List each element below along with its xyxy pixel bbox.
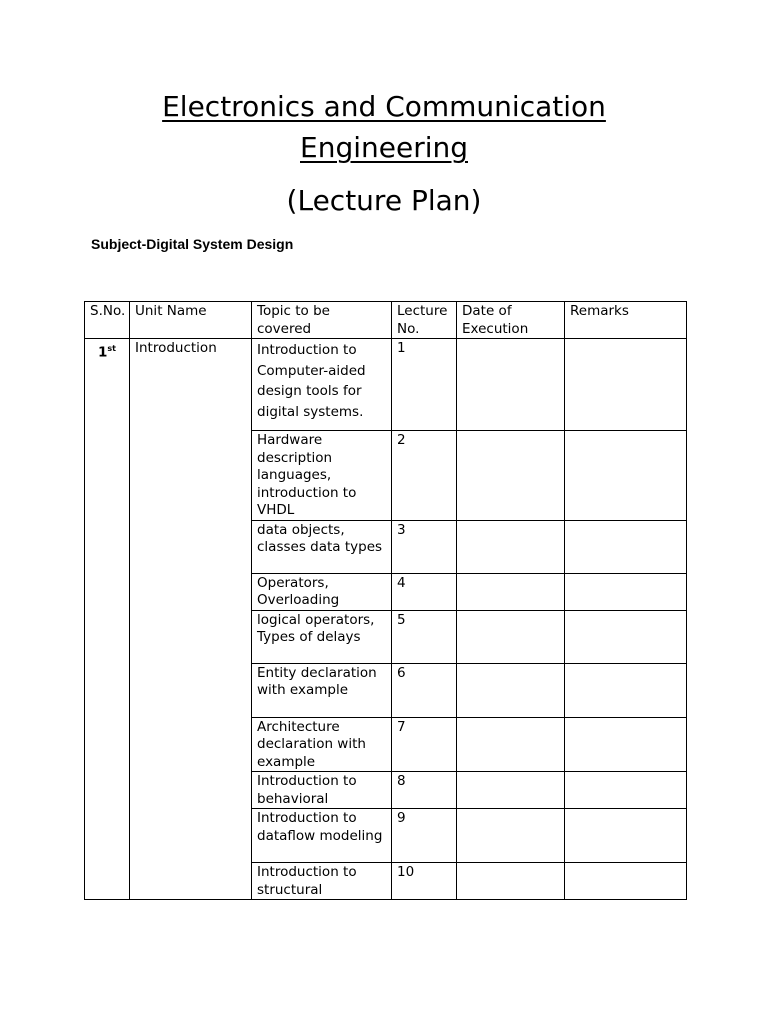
lecture-no-cell: 8 — [392, 772, 457, 809]
lecture-no-cell: 4 — [392, 573, 457, 610]
date-of-execution-cell — [457, 717, 565, 772]
remarks-cell — [565, 717, 687, 772]
topic-cell: data objects, classes data types — [252, 520, 392, 573]
date-of-execution-cell — [457, 610, 565, 663]
lecture-no-cell: 7 — [392, 717, 457, 772]
column-header-topic: Topic to be covered — [252, 302, 392, 339]
document-title-line-1 — [0, 86, 768, 128]
document-title-line-2 — [0, 127, 768, 169]
column-header-remarks: Remarks — [565, 302, 687, 339]
topic-cell: Hardware description languages, introduction to VHDL — [252, 431, 392, 521]
lecture-no-cell: 3 — [392, 520, 457, 573]
date-of-execution-cell — [457, 863, 565, 900]
column-header-sno: S.No. — [85, 302, 130, 339]
date-of-execution-cell — [457, 339, 565, 431]
remarks-cell — [565, 610, 687, 663]
lecture-no-cell: 1 — [392, 339, 457, 431]
sno-cell — [85, 339, 130, 900]
lecture-plan-table — [84, 301, 687, 900]
topic-cell: Introduction to Computer-aided design tools for digital systems. — [252, 339, 392, 431]
remarks-cell — [565, 431, 687, 521]
date-of-execution-cell — [457, 663, 565, 717]
topic-cell: Entity declaration with example — [252, 663, 392, 717]
sno-suffix: st — [107, 344, 116, 353]
title-text-1: Electronics and Communication — [162, 90, 606, 123]
date-of-execution-cell — [457, 520, 565, 573]
remarks-cell — [565, 863, 687, 900]
column-header-lecture-no: Lecture No. — [392, 302, 457, 339]
date-of-execution-cell — [457, 772, 565, 809]
date-of-execution-cell — [457, 809, 565, 863]
column-header-unit-name: Unit Name — [130, 302, 252, 339]
lecture-no-cell: 5 — [392, 610, 457, 663]
lecture-no-cell: 6 — [392, 663, 457, 717]
title-text-2: Engineering — [300, 131, 468, 164]
remarks-cell — [565, 339, 687, 431]
remarks-cell — [565, 663, 687, 717]
topic-cell: Architecture declaration with example — [252, 717, 392, 772]
remarks-cell — [565, 573, 687, 610]
lecture-no-cell: 2 — [392, 431, 457, 521]
topic-cell: Introduction to structural — [252, 863, 392, 900]
topic-cell: Operators, Overloading — [252, 573, 392, 610]
table-header-row — [85, 302, 687, 339]
sno-number: 1 — [98, 344, 108, 361]
topic-cell: Introduction to behavioral — [252, 772, 392, 809]
remarks-cell — [565, 809, 687, 863]
date-of-execution-cell — [457, 431, 565, 521]
unit-name-cell: Introduction — [130, 339, 252, 900]
topic-cell: logical operators, Types of delays — [252, 610, 392, 663]
lecture-no-cell: 9 — [392, 809, 457, 863]
date-of-execution-cell — [457, 573, 565, 610]
remarks-cell — [565, 772, 687, 809]
remarks-cell — [565, 520, 687, 573]
subtitle-text: (Lecture Plan) — [286, 184, 482, 217]
document-subtitle — [0, 180, 768, 222]
subject-line: Subject-Digital System Design — [91, 236, 294, 252]
topic-cell: Introduction to dataflow modeling — [252, 809, 392, 863]
lecture-no-cell: 10 — [392, 863, 457, 900]
table-body — [85, 339, 687, 900]
column-header-date: Date of Execution — [457, 302, 565, 339]
table-row — [85, 339, 687, 431]
